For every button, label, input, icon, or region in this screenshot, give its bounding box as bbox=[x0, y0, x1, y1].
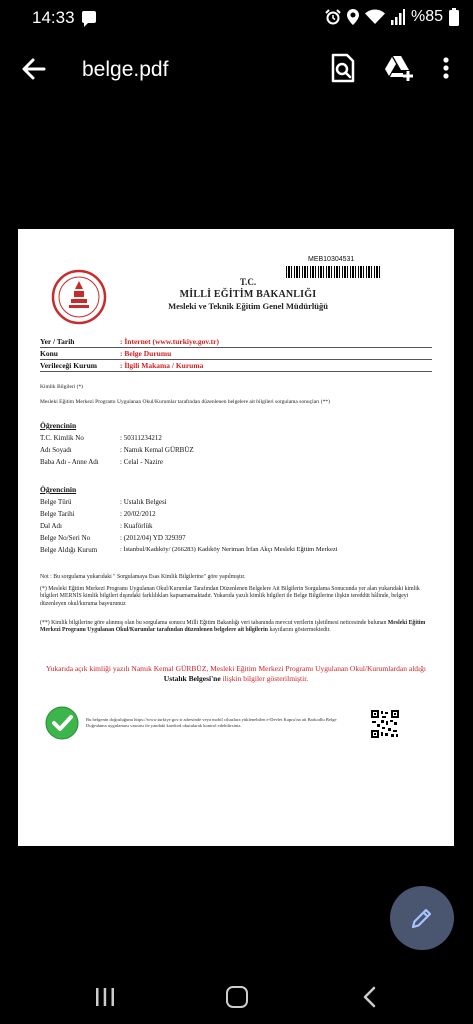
message-icon bbox=[82, 11, 96, 23]
recent-apps-icon[interactable] bbox=[95, 987, 115, 1007]
note-3-bold: Mesleki Eğitim Merkezi Programı Uygulanan Okul/Kurumlar tarafından düzenlenen belgelere ait bilgilerin bbox=[40, 620, 426, 634]
info-value: : Celal - Nazire bbox=[120, 458, 163, 466]
info-value: : Namık Kemal GÜRBÜZ bbox=[120, 446, 194, 454]
edit-fab-button[interactable] bbox=[390, 886, 454, 950]
info-row bbox=[40, 498, 167, 506]
info-value: : 20/02/2012 bbox=[120, 510, 156, 518]
info-key: Dal Adı bbox=[40, 522, 62, 530]
meta-value: : İlgili Makama / Kuruma bbox=[120, 360, 204, 370]
info-value: : Kuaförlük bbox=[120, 522, 153, 530]
info-row bbox=[40, 458, 163, 466]
meta-block bbox=[40, 335, 440, 371]
section-title-certificate: Öğrencinin bbox=[40, 485, 77, 494]
info-row bbox=[40, 546, 440, 554]
home-icon[interactable] bbox=[226, 986, 248, 1008]
pdf-page[interactable] bbox=[18, 229, 454, 846]
status-time: 14:33 bbox=[32, 8, 75, 27]
meta-value: : Belge Durumu bbox=[120, 348, 172, 358]
info-key: Belge Tarihi bbox=[40, 510, 75, 518]
info-row bbox=[40, 510, 156, 518]
wifi-icon bbox=[365, 9, 385, 25]
info-row bbox=[40, 534, 186, 542]
header-directorate: Mesleki ve Teknik Eğitim Genel Müdürlüğü bbox=[168, 301, 328, 311]
info-value: : İstanbul/Kadıköy/ (266283) Kadıköy Neriman İrfan Akçı Mesleki Eğitim Merkezi bbox=[120, 546, 338, 553]
meta-row bbox=[40, 359, 440, 371]
note-1: Not : Bu sorgulama yukarıdaki " Sorgulamaya Esas Kimlik Bilgilerine" göre yapılmıştır. bbox=[40, 574, 246, 580]
meta-value: : İnternet (www.turkiye.gov.tr) bbox=[120, 336, 219, 346]
navigation-bar bbox=[0, 975, 473, 1024]
info-key: Adı Soyadı bbox=[40, 446, 72, 454]
result-text-end: ilişkin bilgiler gösterilmiştir. bbox=[220, 674, 309, 683]
intro-text: Mesleki Eğitim Merkezi Programı Uygulanan Okul/Kurumlar tarafından düzenlenen belgelere ait bilgileri sorgulama sonuçları (**) bbox=[40, 399, 330, 405]
info-key: Belge Aldığı Kurum bbox=[40, 546, 98, 554]
info-row bbox=[40, 446, 194, 454]
back-icon[interactable] bbox=[361, 986, 377, 1008]
info-row bbox=[40, 522, 152, 530]
info-row bbox=[40, 434, 162, 442]
info-value: : (2012/04) YD 329397 bbox=[120, 534, 186, 542]
verified-check-icon bbox=[45, 706, 79, 740]
section-title-student: Öğrencinin bbox=[40, 421, 77, 430]
info-value: : 50311234212 bbox=[120, 434, 162, 442]
info-key: Belge Türü bbox=[40, 498, 72, 506]
more-vert-icon[interactable] bbox=[434, 52, 458, 84]
status-bar bbox=[0, 0, 473, 36]
edit-pencil-icon bbox=[410, 906, 434, 930]
battery-text: %85 bbox=[410, 8, 443, 25]
meta-divider bbox=[40, 359, 432, 360]
note-3-text: (**) Kimlik bilgilerine göre alınmış olan bu sorgulama sonucu Milli Eğitim Bakanlığı veri tabanında mevcut verilerin işletilmesi neticesinde bulunan bbox=[40, 620, 388, 626]
document-code: MEB10304531 bbox=[308, 256, 355, 263]
info-key: Belge No/Seri No bbox=[40, 534, 91, 542]
meta-divider bbox=[40, 371, 432, 372]
qr-code-icon bbox=[371, 710, 399, 738]
verification-footer: Bu belgenin doğruluğunu https://www.turkiye.gov.tr adresinde veya mobil cihazlara yüklenebilen e-Devlet Kapısı'na ait Barkodlu Belge Doğrulama uygulaması vasıtası ile yandaki karekod okutularak kontrol edebilirsiniz. bbox=[86, 717, 337, 728]
header-tc: T.C. bbox=[239, 277, 257, 287]
identity-caption: Kimlik Bilgileri (*) bbox=[40, 384, 84, 390]
meta-key: Yer / Tarih bbox=[40, 336, 75, 346]
document-title: belge.pdf bbox=[82, 58, 169, 81]
result-bold: Ustalık Belgesi'ne bbox=[163, 674, 221, 683]
signal-icon bbox=[391, 9, 405, 25]
result-statement bbox=[40, 664, 432, 684]
search-document-icon[interactable] bbox=[328, 52, 358, 84]
back-arrow-icon[interactable] bbox=[18, 54, 48, 84]
info-key: T.C. Kimlik No bbox=[40, 434, 84, 442]
result-text: Yukarıda açık kimliği yazılı Namık Kemal GÜRBÜZ, Mesleki Eğitim Merkezi Programı Uygulanan Okul/Kurumlardan aldığı bbox=[46, 664, 426, 673]
location-icon bbox=[347, 9, 359, 25]
header-ministry: MİLLİ EĞİTİM BAKANLIĞI bbox=[179, 289, 317, 300]
info-key: Baba Adı - Anne Adı bbox=[40, 458, 99, 466]
note-3-text-end: kayıtlarını göstermektedir. bbox=[268, 627, 331, 634]
status-icons bbox=[325, 6, 459, 28]
meta-row bbox=[40, 347, 440, 359]
meta-key: Verileceği Kurum bbox=[40, 360, 98, 370]
battery-icon bbox=[449, 8, 459, 26]
note-2: (*) Mesleki Eğitim Merkezi Programı Uygulanan Okul/Kurumlar Tarafından Düzenlenen Belgelere Ait Bilgilerin Sorgulama Sonucunda yer alan yukarıdaki kimlik bilgileri MERNİS kimlik bilgileri dışındaki farklılıkları kapsamamaktadır. Yukarıda yazılı kimlik bilgileri ile Belge Bilgilerine ilişkin tereddüt hâlinde, belgeyi düzenleyen okul/kuruma başvurunuz bbox=[40, 586, 420, 607]
note-3 bbox=[40, 620, 432, 635]
meb-logo-icon bbox=[51, 269, 107, 325]
meta-divider bbox=[40, 347, 432, 348]
meta-row bbox=[40, 335, 440, 347]
info-value: : Ustalık Belgesi bbox=[120, 498, 167, 506]
meta-key: Konu bbox=[40, 348, 58, 358]
drive-add-icon[interactable] bbox=[384, 52, 414, 84]
app-bar bbox=[0, 36, 473, 104]
alarm-icon bbox=[325, 9, 341, 25]
